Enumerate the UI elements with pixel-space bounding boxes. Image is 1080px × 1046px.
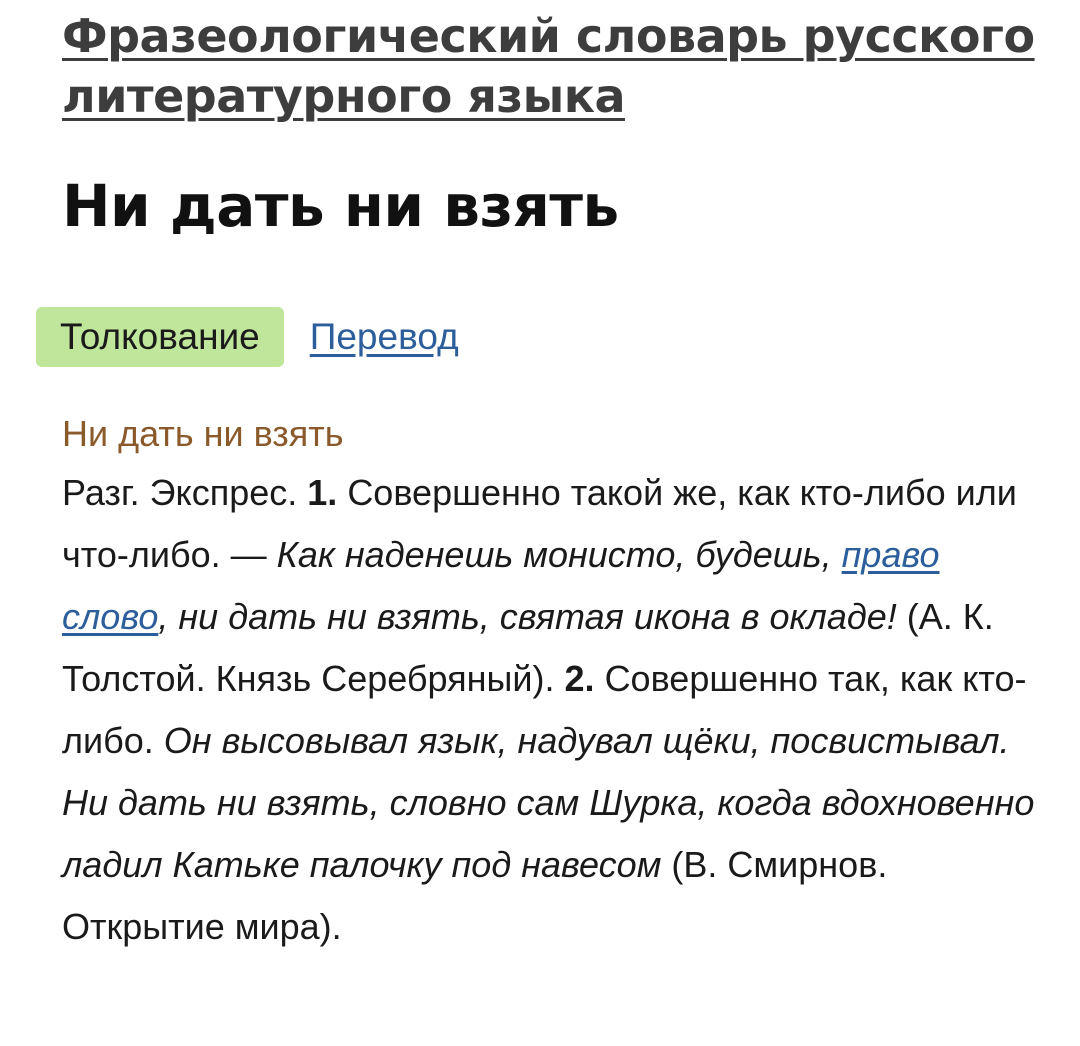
usage-label: Разг. Экспрес.	[62, 472, 298, 513]
sense-definition-2: Совершенно так, как кто-либо.	[62, 658, 1027, 761]
sense-example-2: Он высовывал язык, надувал щёки, посвистывал. Ни дать ни взять, словно сам Шурка, когда вдохновенно ладил Катьке палочку под навесом	[62, 720, 1035, 885]
sense-definition-1: Совершенно такой же, как кто-либо или что-либо. —	[62, 472, 1017, 575]
entry-definition	[62, 462, 1052, 958]
dictionary-page	[60, 6, 1052, 947]
tab-interpretation[interactable]: Толкование	[36, 307, 284, 367]
sense-number-2: 2.	[564, 658, 595, 699]
page-title: Ни дать ни взять	[62, 172, 619, 240]
sense-example-1: Как наденешь монисто, будешь, право слово, ни дать ни взять, святая икона в окладе!	[62, 534, 940, 637]
entry-headword: Ни дать ни взять	[62, 413, 344, 454]
dictionary-entry	[62, 406, 1052, 958]
example-source-1: (А. К. Толстой. Князь Серебряный).	[62, 596, 994, 699]
phrase-link[interactable]: право слово	[62, 534, 940, 637]
example-source-2: (В. Смирнов. Открытие мира).	[62, 844, 888, 947]
sense-number-1: 1.	[307, 472, 338, 513]
dictionary-title-link[interactable]: Фразеологический словарь русского литературного языка	[62, 9, 1035, 123]
tab-translation[interactable]: Перевод	[309, 316, 459, 357]
tab-bar	[36, 307, 459, 367]
